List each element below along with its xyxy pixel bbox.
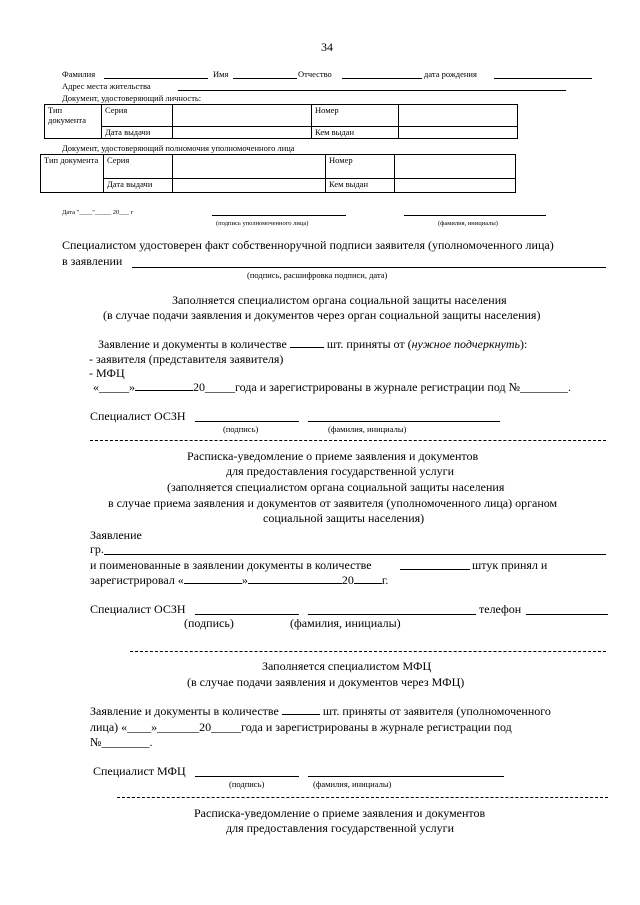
osszn-title2: (в случае подачи заявления и документов через орган социальной защиты населения) <box>103 308 541 322</box>
receipt1-registered-c: 20 <box>341 573 354 587</box>
receipt1-title3: (заполняется специалистом органа социальной защиты населения <box>167 480 505 494</box>
certification-field[interactable] <box>132 267 606 268</box>
receipt1-sign-field[interactable] <box>195 614 299 615</box>
address-label: Адрес места жительства <box>62 81 151 91</box>
receipt2-title1: Расписка-уведомление о приеме заявления и документов <box>194 806 486 820</box>
osszn-option2: - МФЦ <box>89 366 125 380</box>
mfc-specialist-label: Специалист МФЦ <box>93 764 186 778</box>
osszn-accepted-italic: нужное подчеркнуть <box>411 337 520 351</box>
certification-line2: в заявлении <box>62 254 123 268</box>
mfc-line2: лица) «____»_______20_____года и зарегистрированы в журнале регистрации под <box>90 720 512 734</box>
proxy-issued-by-label: Кем выдан <box>326 179 395 193</box>
proxy-issue-date-value[interactable] <box>173 179 326 193</box>
id-doc-table <box>44 104 518 139</box>
osszn-sign-caption: (подпись) <box>223 424 259 434</box>
osszn-date-rest: 20_____года и зарегистрированы в журнале регистрации под №________. <box>193 380 572 394</box>
proxy-issue-date-label: Дата выдачи <box>104 179 173 193</box>
issued-by-value[interactable] <box>399 127 518 139</box>
receipt1-registered <box>90 573 388 588</box>
proxy-number-label: Номер <box>326 155 395 179</box>
name-label: Имя <box>213 69 229 79</box>
proxy-name-caption: (фамилия, инициалы) <box>438 220 498 227</box>
receipt1-registered-d: г. <box>381 573 389 587</box>
receipt1-citizen-label: гр. <box>90 542 104 556</box>
receipt1-specialist-label: Специалист ОСЗН <box>90 602 186 616</box>
osszn-option1: - заявителя (представителя заявителя) <box>89 352 284 366</box>
birthdate-label: дата рождения <box>424 69 477 79</box>
receipt1-sign-caption: (подпись) <box>184 616 234 630</box>
proxy-doc-title: Документ, удостоверяющий полномочия уполномоченного лица <box>62 143 295 153</box>
certification-caption: (подпись, расшифровка подписи, дата) <box>247 270 388 280</box>
proxy-sign-caption: (подпись уполномоченного лица) <box>216 220 309 227</box>
receipt1-year-field[interactable] <box>354 573 382 584</box>
proxy-sign-field[interactable] <box>212 215 346 216</box>
proxy-series-value[interactable] <box>173 155 326 179</box>
receipt1-citizen-field[interactable] <box>104 554 606 555</box>
series-value[interactable] <box>173 105 312 127</box>
mfc-title2: (в случае подачи заявления и документов через МФЦ) <box>187 675 465 689</box>
receipt1-statement-label: Заявление <box>90 528 142 542</box>
osszn-name-field[interactable] <box>308 421 500 422</box>
certification-line1: Специалистом удостоверен факт собственноручной подписи заявителя (уполномоченного лица) <box>62 238 554 252</box>
receipt1-docs-text-b: штук принял и <box>472 558 548 572</box>
osszn-count-field[interactable] <box>290 337 324 348</box>
issue-date-value[interactable] <box>173 127 312 139</box>
date-label: Дата "____"_____ 20___ г <box>62 209 134 216</box>
separator-3 <box>117 797 608 798</box>
osszn-accepted-part3: ): <box>520 337 528 351</box>
receipt1-count-field[interactable] <box>400 569 470 570</box>
osszn-accepted <box>98 337 527 352</box>
address-field[interactable] <box>178 90 566 91</box>
patronymic-label: Отчество <box>298 69 332 79</box>
surname-field[interactable] <box>104 78 208 79</box>
doc-type-label: Тип документа <box>45 105 102 139</box>
receipt1-day-field[interactable] <box>184 573 242 584</box>
series-label: Серия <box>102 105 173 127</box>
page-number: 34 <box>321 40 333 54</box>
birthdate-field[interactable] <box>494 78 592 79</box>
osszn-accepted-part2: шт. приняты от ( <box>326 337 412 351</box>
mfc-line1-b: шт. приняты от заявителя (уполномоченного <box>322 704 551 718</box>
id-doc-title: Документ, удостоверяющий личность: <box>62 93 202 103</box>
receipt1-title1: Расписка-уведомление о приеме заявления и документов <box>187 449 479 463</box>
mfc-sign-caption: (подпись) <box>229 779 265 789</box>
receipt1-name-caption: (фамилия, инициалы) <box>290 616 401 630</box>
receipt1-docs-text-a: и поименованные в заявлении документы в количестве <box>90 558 372 572</box>
mfc-name-field[interactable] <box>308 776 504 777</box>
osszn-sign-field[interactable] <box>195 421 299 422</box>
receipt1-month-field[interactable] <box>248 573 342 584</box>
name-field[interactable] <box>233 78 297 79</box>
mfc-line3: №________. <box>90 735 153 749</box>
mfc-count-field[interactable] <box>282 704 320 715</box>
osszn-specialist-label: Специалист ОСЗН <box>90 409 186 423</box>
osszn-date-day: «_____» <box>93 380 135 394</box>
separator-1 <box>90 440 606 441</box>
proxy-doc-type-label: Тип документа <box>41 155 104 193</box>
receipt1-phone-label: телефон <box>479 602 522 616</box>
patronymic-field[interactable] <box>342 78 422 79</box>
number-label: Номер <box>312 105 399 127</box>
receipt1-phone-field[interactable] <box>526 614 608 615</box>
mfc-sign-field[interactable] <box>195 776 299 777</box>
proxy-doc-table <box>40 154 516 193</box>
mfc-line1 <box>90 704 551 719</box>
mfc-title1: Заполняется специалистом МФЦ <box>262 659 432 673</box>
receipt1-registered-b: » <box>241 573 248 587</box>
receipt1-name-field[interactable] <box>308 614 476 615</box>
issued-by-label: Кем выдан <box>312 127 399 139</box>
osszn-accepted-part1: Заявление и документы в количестве <box>98 337 287 351</box>
osszn-name-caption: (фамилия, инициалы) <box>328 424 407 434</box>
mfc-name-caption: (фамилия, инициалы) <box>313 779 392 789</box>
proxy-series-label: Серия <box>104 155 173 179</box>
proxy-issued-by-value[interactable] <box>395 179 516 193</box>
proxy-name-field[interactable] <box>404 215 546 216</box>
receipt1-title5: социальной защиты населения) <box>263 511 425 525</box>
osszn-date-month-field[interactable] <box>135 380 193 391</box>
separator-2 <box>130 651 606 652</box>
mfc-line1-a: Заявление и документы в количестве <box>90 704 279 718</box>
osszn-title1: Заполняется специалистом органа социальной защиты населения <box>172 293 507 307</box>
receipt1-registered-a: зарегистрировал « <box>90 573 184 587</box>
receipt1-title2: для предоставления государственной услуги <box>226 464 455 478</box>
proxy-number-value[interactable] <box>395 155 516 179</box>
number-value[interactable] <box>399 105 518 127</box>
receipt2-title2: для предоставления государственной услуги <box>226 821 455 835</box>
issue-date-label: Дата выдачи <box>102 127 173 139</box>
receipt1-title4: в случае приема заявления и документов от заявителя (уполномоченного лица) органом <box>108 496 558 510</box>
surname-label: Фамилия <box>62 69 96 79</box>
osszn-date-reg <box>93 380 571 395</box>
